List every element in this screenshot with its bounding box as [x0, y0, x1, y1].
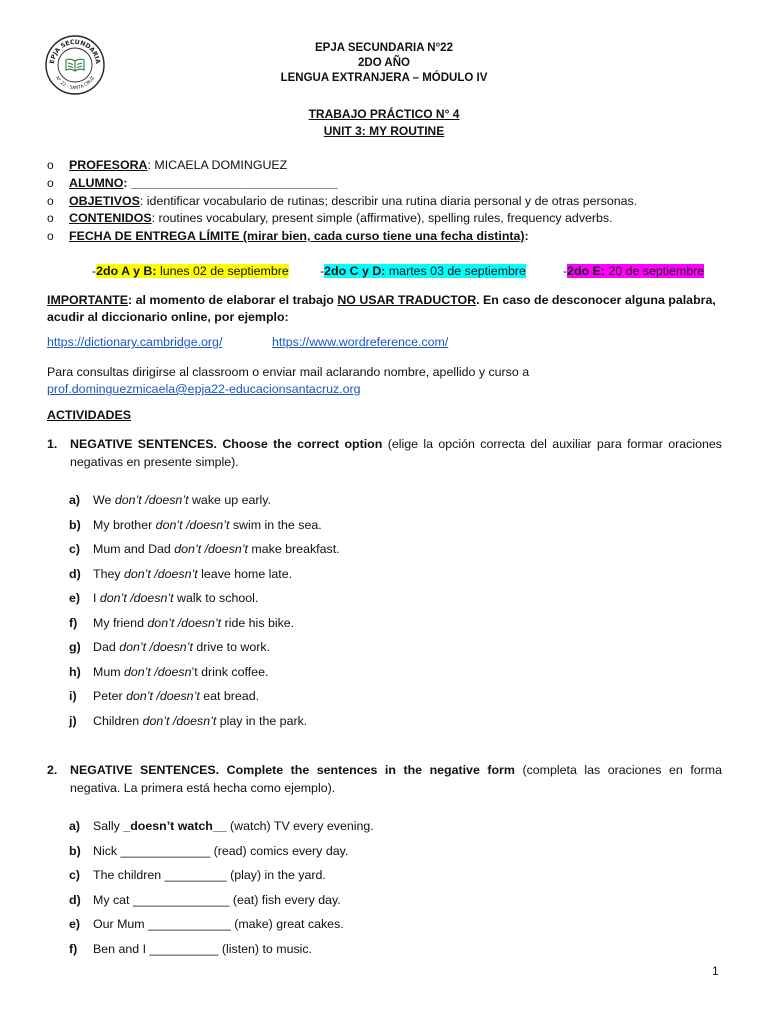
item-predicate: play in the park. [216, 713, 308, 728]
item-predicate: wake up early. [188, 493, 271, 507]
important-text-2: . En caso de desconocer alguna palabra, acudir al diccionario online, por ejemplo: [47, 293, 716, 324]
dictionary-links [47, 335, 727, 353]
date-text: 20 de septiembre [605, 264, 705, 278]
item-options: don’t /doesn’t [142, 713, 217, 728]
header-school: EPJA SECUNDARIA N°22 [315, 42, 453, 54]
important-emphasis: NO USAR TRADUCTOR [337, 293, 477, 307]
item-letter: a) [69, 493, 81, 507]
date-course-label: 2do E: [567, 264, 606, 278]
item-answer-blank: _____________ [120, 843, 211, 858]
important-text-1: : al momento de elaborar el trabajo [128, 293, 338, 307]
bullet-fecha-entrega [47, 228, 727, 246]
title-practical-work: TRABAJO PRÁCTICO N° 4 [308, 107, 460, 121]
bullet-alumno [47, 175, 727, 193]
item-letter: i) [69, 689, 77, 703]
item-answer-example: _doesn’t watch__ [123, 819, 227, 833]
item-predicate: ’t drink coffee. [191, 664, 269, 679]
item-subject: Dad [93, 640, 120, 654]
date-course-label: 2do C y D: [324, 264, 386, 278]
question-instruction-translation: (elige la opción correcta del auxiliar para formar oraciones negativas en presente simple). [70, 437, 722, 469]
date-text: lunes 02 de septiembre [156, 264, 289, 278]
bullet-text: : ______________________________ [123, 175, 338, 190]
item-subject: My brother [93, 517, 156, 532]
item-subject: Peter [93, 689, 127, 703]
item-subject: My cat [93, 892, 133, 907]
question-2 [47, 761, 722, 797]
important-notice [47, 292, 722, 326]
item-predicate: (eat) fish every day. [229, 892, 341, 907]
item-letter: h) [69, 664, 81, 679]
question-number: 1. [47, 437, 58, 451]
due-dates-row [0, 263, 768, 281]
header-subject: LENGUA EXTRANJERA – MÓDULO IV [280, 72, 488, 84]
date-dash: - [320, 264, 325, 278]
due-date-2do-e [561, 263, 706, 279]
header-year: 2DO AÑO [358, 57, 410, 69]
info-bullet-list [47, 157, 727, 246]
item-subject: Sally [93, 819, 124, 833]
item-predicate: leave home late. [197, 566, 293, 581]
bullet-mark: o [47, 211, 54, 226]
item-predicate: (play) in the yard. [226, 868, 326, 882]
due-date-2do-a-b [90, 263, 291, 279]
bullet-label: OBJETIVOS [69, 193, 140, 208]
wordreference-link[interactable]: https://www.wordreference.com/ [272, 335, 449, 349]
item-answer-blank: ______________ [132, 892, 230, 907]
page-number: 1 [712, 964, 719, 978]
item-predicate: swim in the sea. [229, 517, 322, 532]
item-predicate: drive to work. [192, 640, 271, 654]
item-letter: f) [69, 941, 78, 956]
item-subject: Mum and Dad [93, 542, 175, 556]
date-dash: - [563, 264, 568, 278]
activities-heading: ACTIVIDADES [47, 408, 131, 422]
item-letter: b) [69, 843, 81, 858]
item-subject: We [93, 493, 115, 507]
date-text: martes 03 de septiembre [385, 264, 526, 278]
item-predicate: (read) comics every day. [210, 843, 349, 858]
svg-text:N° 22 · SANTA CRUZ [54, 75, 96, 91]
item-answer-blank: __________ [149, 941, 219, 956]
item-options: don’t /doesn’t [124, 566, 198, 581]
item-letter: g) [69, 640, 81, 654]
bullet-label: PROFESORA [69, 158, 148, 172]
item-subject: Our Mum [93, 917, 149, 931]
due-date-2do-c-d [318, 263, 528, 279]
bullet-mark: o [47, 158, 54, 172]
item-subject: Children [93, 713, 143, 728]
item-subject: Nick [93, 843, 121, 858]
question-1 [47, 435, 722, 471]
item-answer-blank: ____________ [148, 917, 231, 931]
bullet-label: ALUMNO [69, 175, 124, 190]
contact-text: Para consultas dirigirse al classroom o enviar mail aclarando nombre, apellido y curso a [47, 365, 530, 379]
school-seal-logo [44, 34, 106, 96]
bullet-label: FECHA DE ENTREGA LÍMITE (mirar bien, cada curso tiene una fecha distinta) [69, 229, 525, 244]
item-options: don’t /doesn [123, 664, 192, 679]
item-letter: e) [69, 591, 81, 605]
date-course-label: 2do A y B: [96, 264, 157, 278]
bullet-mark: o [47, 193, 54, 208]
item-subject: The children [93, 868, 165, 882]
question-instruction: NEGATIVE SENTENCES. Complete the sentences in the negative form [70, 763, 515, 777]
question-instruction-translation: (completa las oraciones en forma negativa. La primera está hecha como ejemplo). [70, 763, 722, 795]
book-icon [66, 59, 84, 71]
bullet-text: : [524, 229, 529, 244]
bullet-profesora [47, 157, 727, 175]
teacher-email-link[interactable]: prof.dominguezmicaela@epja22-educacionsantacruz.org [47, 382, 361, 396]
item-predicate: (watch) TV every evening. [226, 819, 374, 833]
item-letter: a) [69, 819, 81, 833]
logo-top-text: EPJA SECUNDARIA [48, 38, 102, 65]
item-subject: Mum [93, 664, 124, 679]
item-predicate: (listen) to music. [218, 941, 313, 956]
item-letter: f) [69, 615, 78, 630]
item-subject: My friend [93, 615, 148, 630]
item-options: don’t /doesn’t [119, 640, 193, 654]
item-options: don’t /doesn’t [114, 493, 189, 507]
item-letter: c) [69, 868, 81, 882]
bullet-text: : identificar vocabulario de rutinas; describir una rutina diaria personal y de otras personas. [139, 193, 638, 208]
bullet-mark: o [47, 229, 54, 244]
item-predicate: walk to school. [173, 591, 259, 605]
item-subject: Ben and I [93, 941, 150, 956]
item-options: don’t /doesn’t [126, 689, 200, 703]
item-letter: j) [69, 713, 77, 728]
bullet-text: : routines vocabulary, present simple (affirmative), spelling rules, frequency adverbs. [151, 211, 613, 226]
logo-bottom-text: N° 22 · SANTA CRUZ [53, 75, 97, 92]
bullet-objetivos [47, 193, 727, 211]
item-letter: d) [69, 566, 81, 581]
item-letter: e) [69, 917, 81, 931]
item-subject: I [93, 591, 100, 605]
cambridge-dictionary-link[interactable]: https://dictionary.cambridge.org/ [47, 335, 223, 349]
item-letter: b) [69, 517, 81, 532]
contact-info [47, 364, 727, 398]
item-subject: They [93, 566, 124, 581]
item-options: don’t /doesn’t [155, 517, 230, 532]
bullet-label: CONTENIDOS [69, 211, 152, 226]
title-unit: UNIT 3: MY ROUTINE [323, 124, 445, 138]
bullet-mark: o [47, 175, 54, 190]
item-options: don’t /doesn’t [174, 542, 248, 556]
item-predicate: eat bread. [199, 689, 260, 703]
document-title [200, 106, 568, 140]
document-header [200, 41, 568, 86]
question-instruction: NEGATIVE SENTENCES. Choose the correct option [70, 437, 383, 451]
bullet-contenidos [47, 210, 727, 228]
question-number: 2. [47, 763, 58, 777]
item-predicate: make breakfast. [247, 542, 340, 556]
bullet-text: : MICAELA DOMINGUEZ [147, 158, 288, 172]
item-predicate: (make) great cakes. [230, 917, 344, 931]
item-options: don’t /doesn’t [147, 615, 222, 630]
item-letter: c) [69, 542, 81, 556]
important-label: IMPORTANTE [47, 293, 128, 307]
date-dash: - [92, 264, 97, 278]
item-answer-blank: _________ [164, 868, 227, 882]
item-options: don’t /doesn’t [99, 591, 174, 605]
item-letter: d) [69, 892, 81, 907]
item-predicate: ride his bike. [221, 615, 295, 630]
